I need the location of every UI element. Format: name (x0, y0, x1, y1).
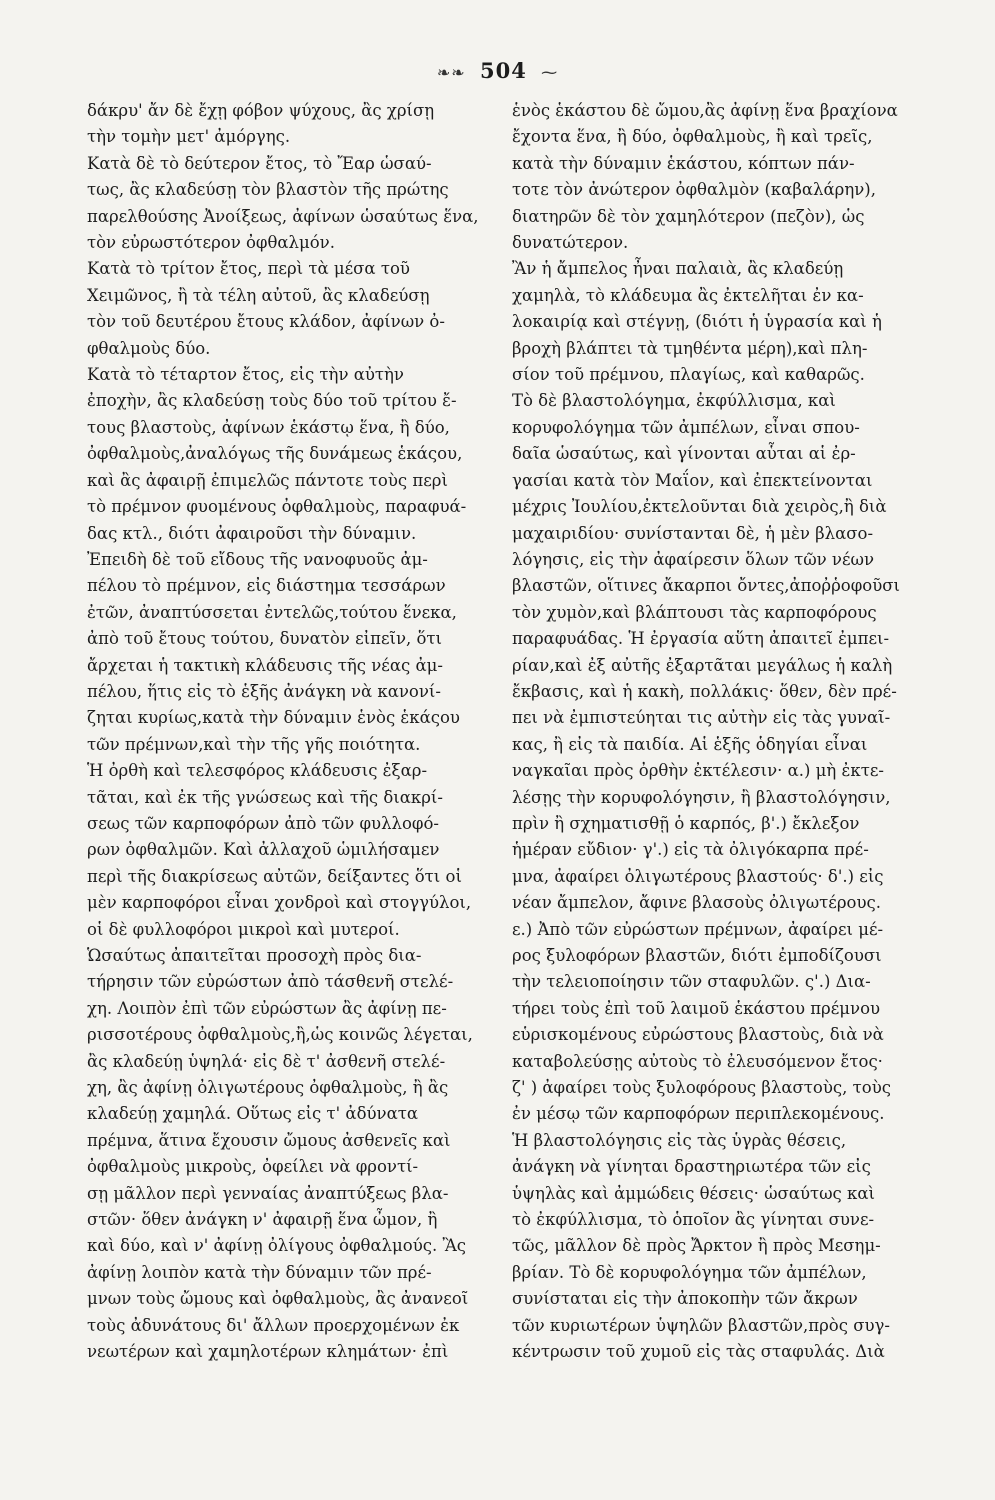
text-line: Ἂν ἡ ἄμπελος ἦναι παλαιὰ, ἂς κλαδεύῃ (512, 259, 844, 279)
text-line: παρελθούσης Ἀνοίξεως, ἀφίνων ὡσαύτως ἕνα, (87, 206, 479, 226)
text-line: ἄρχεται ἡ τακτικὴ κλάδευσις τῆς νέας ἀμ- (87, 655, 443, 675)
text-line: χη, ἂς ἀφίνῃ ὀλιγωτέρους ὀφθαλμοὺς, ἢ ἂς (87, 1078, 449, 1098)
text-line: καὶ δύο, καὶ ν' ἀφίνῃ ὀλίγους ὀφθαλμούς. Ἂς (87, 1236, 467, 1256)
text-line: παραφυάδας. Ἡ ἐργασία αὕτη ἀπαιτεῖ ἐμπει- (512, 629, 890, 649)
text-line: βλαστῶν, οἵτινες ἄκαρποι ὄντες,ἀποῤῥοφοῦσι (512, 576, 900, 596)
text-line: τως, ἂς κλαδεύσῃ τὸν βλαστὸν τῆς πρώτης (87, 180, 449, 200)
text-line: στῶν· ὅθεν ἀνάγκη ν' ἀφαιρῇ ἕνα ὦμον, ἢ (87, 1210, 438, 1230)
text-line: τῶν πρέμνων,καὶ τὴν τῆς γῆς ποιότητα. (87, 734, 421, 754)
text-line: δάκρυ' ἄν δὲ ἔχῃ φόβον ψύχους, ἂς χρίσῃ (87, 101, 435, 120)
text-line: τῶν κυριωτέρων ὑψηλῶν βλαστῶν,πρὸς συγ- (512, 1315, 890, 1335)
text-line: τὸν τοῦ δευτέρου ἔτους κλάδον, ἀφίνων ὀ- (87, 312, 445, 332)
text-line: κέντρωσιν τοῦ χυμοῦ εἰς τὰς σταφυλάς. Διὰ (512, 1342, 885, 1362)
text-line: τὸ ἐκφύλλισμα, τὸ ὁποῖον ἂς γίνηται συνε- (512, 1210, 875, 1230)
text-line: Χειμῶνος, ἢ τὰ τέλη αὐτοῦ, ἂς κλαδεύσῃ (87, 285, 430, 305)
ornament-left: ❧❧ (436, 63, 466, 82)
text-line: πει νὰ ἐμπιστεύηται τις αὐτὴν εἰς τὰς γυναῖ- (512, 708, 891, 728)
text-line: λέσῃς τὴν κορυφολόγησιν, ἢ βλαστολόγησιν, (512, 787, 891, 807)
text-line: συνίσταται εἰς τὴν ἀποκοπὴν τῶν ἄκρων (512, 1289, 858, 1309)
text-line: τὸν εὐρωστότερον ὀφθαλμόν. (87, 233, 335, 253)
text-line: πέλου, ἥτις εἰς τὸ ἑξῆς ἀνάγκη νὰ κανονί- (87, 681, 441, 701)
text-line: Ἐπειδὴ δὲ τοῦ εἴδους τῆς νανοφυοῦς ἀμ- (87, 549, 428, 569)
text-line: ἑνὸς ἑκάστου δὲ ὤμου,ἂς ἀφίνῃ ἕνα βραχίονα (512, 101, 898, 120)
text-line: τοὺς ἀδυνάτους δι' ἄλλων προερχομένων ἐκ (87, 1315, 460, 1335)
text-line: καὶ ἂς ἀφαιρῇ ἐπιμελῶς πάντοτε τοὺς περὶ (87, 470, 448, 490)
text-line: τὴν τομὴν μετ' ἀμόργης. (87, 127, 291, 147)
text-line: ζ' ) ἀφαίρει τοὺς ξυλοφόρους βλαστοὺς, τοὺς (512, 1078, 891, 1098)
text-line: εὑρισκομένους εὐρώστους βλαστοὺς, διὰ νὰ (512, 1025, 884, 1045)
text-line: καταβολεύσῃς αὐτοὺς τὸ ἐλευσόμενον ἔτος· (512, 1051, 883, 1071)
text-line: ἐτῶν, ἀναπτύσσεται ἐντελῶς,τούτου ἕνεκα, (87, 602, 457, 622)
text-line: πρὶν ἢ σχηματισθῇ ὁ καρπός, β'.) ἔκλεξον (512, 813, 860, 833)
text-line: πέλου τὸ πρέμνον, εἰς διάστημα τεσσάρων (87, 576, 446, 596)
text-line: ὀφθαλμοὺς μικροὺς, ὀφείλει νὰ φροντί- (87, 1157, 419, 1177)
text-line: τοτε τὸν ἀνώτερον ὀφθαλμὸν (καβαλάρην), (512, 180, 876, 200)
text-line: τήρει τοὺς ἐπὶ τοῦ λαιμοῦ ἑκάστου πρέμνου (512, 998, 881, 1018)
text-line: ἐν μέσῳ τῶν καρποφόρων περιπλεκομένους. (512, 1104, 885, 1124)
text-line: ρίαν,καὶ ἐξ αὐτῆς ἐξαρτᾶται μεγάλως ἡ καλὴ (512, 655, 893, 675)
text-line: διατηρῶν δὲ τὸν χαμηλότερον (πεζὸν), ὡς (512, 206, 865, 226)
text-line: κατὰ τὴν δύναμιν ἑκάστου, κόπτων πάν- (512, 153, 855, 173)
text-line: δυνατώτερον. (512, 233, 629, 253)
text-line: κας, ἢ εἰς τὰ παιδία. Αἱ ἑξῆς ὁδηγίαι εἶναι (512, 734, 868, 754)
text-line: νέαν ἄμπελον, ἄφινε βλασοὺς ὀλιγωτέρους. (512, 893, 882, 913)
text-line: χη. Λοιπὸν ἐπὶ τῶν εὐρώστων ἂς ἀφίνῃ πε- (87, 998, 447, 1018)
text-line: κορυφολόγημα τῶν ἀμπέλων, εἶναι σπου- (512, 417, 860, 437)
text-line: λόγησις, εἰς τὴν ἀφαίρεσιν ὅλων τῶν νέων (512, 549, 875, 569)
text-line: ζηται κυρίως,κατὰ τὴν δύναμιν ἑνὸς ἑκάςου (87, 708, 460, 728)
text-line: ἔκβασις, καὶ ἡ κακὴ, πολλάκις· ὅθεν, δὲν πρέ- (512, 681, 897, 701)
text-line: Ἡ ὀρθὴ καὶ τελεσφόρος κλάδευσις ἐξαρ- (87, 761, 428, 781)
text-line: βροχὴ βλάπτει τὰ τμηθέντα μέρη),καὶ πλη- (512, 338, 868, 358)
text-line: ἡμέραν εὔδιον· γ'.) εἰς τὰ ὀλιγόκαρπα πρέ- (512, 840, 869, 860)
text-line: περὶ τῆς διακρίσεως αὐτῶν, δείξαντες ὅτι οἱ (87, 866, 462, 886)
text-line: κλαδεύῃ χαμηλά. Οὕτως εἰς τ' ἀδύνατα (87, 1104, 418, 1124)
text-line: ναγκαῖαι πρὸς ὀρθὴν ἐκτέλεσιν· α.) μὴ ἐκτε- (512, 761, 884, 781)
page-number: 504 (479, 58, 527, 83)
text-line: ὀφθαλμοὺς,ἀναλόγως τῆς δυνάμεως ἑκάςου, (87, 444, 463, 464)
text-line: λοκαιρίᾳ καὶ στέγνῃ, (διότι ἡ ὑγρασία καὶ ἡ (512, 312, 882, 332)
text-line: τὴν τελειοποίησιν τῶν σταφυλῶν. ς'.) Δια- (512, 972, 871, 992)
text-line: ὑψηλὰς καὶ ἀμμώδεις θέσεις· ὡσαύτως καὶ (512, 1183, 875, 1203)
text-line: ἀνάγκη νὰ γίνηται δραστηριωτέρα τῶν εἰς (512, 1157, 871, 1177)
text-line: μνων τοὺς ὤμους καὶ ὀφθαλμοὺς, ἂς ἀνανεοῖ (87, 1289, 469, 1309)
text-line: πρέμνα, ἅτινα ἔχουσιν ὤμους ἀσθενεῖς καὶ (87, 1130, 451, 1150)
text-line: γασίαι κατὰ τὸν Μαΐον, καὶ ἐπεκτείνονται (512, 470, 873, 490)
text-line: μαχαιριδίου· συνίστανται δὲ, ἡ μὲν βλασο- (512, 523, 874, 543)
page-header (0, 58, 995, 83)
text-line: ἀπὸ τοῦ ἔτους τούτου, δυνατὸν εἰπεῖν, ὅτι (87, 629, 443, 649)
text-line: ἂς κλαδεύῃ ὑψηλά· εἰς δὲ τ' ἀσθενῆ στελέ- (87, 1051, 446, 1071)
text-line: μνα, ἀφαίρει ὀλιγωτέρους βλαστούς· δ'.) εἰς (512, 866, 884, 886)
text-line: ρισσοτέρους ὀφθαλμοὺς,ἢ,ὡς κοινῶς λέγεται, (87, 1025, 473, 1045)
left-column (87, 98, 487, 1366)
text-line: μὲν καρποφόροι εἶναι χονδροὶ καὶ στογγύλοι, (87, 893, 472, 913)
text-line: τᾶται, καὶ ἐκ τῆς γνώσεως καὶ τῆς διακρί- (87, 787, 443, 807)
text-line: Ἡ βλαστολόγησις εἰς τὰς ὑγρὰς θέσεις, (512, 1130, 847, 1150)
right-column (512, 98, 912, 1366)
text-line: τους βλαστοὺς, ἀφίνων ἑκάστῳ ἕνα, ἢ δύο, (87, 417, 450, 437)
text-line: Ὡσαύτως ἀπαιτεῖται προσοχὴ πρὸς δια- (87, 946, 422, 965)
text-line: σεως τῶν καρποφόρων ἀπὸ τῶν φυλλοφό- (87, 813, 439, 833)
text-line: ε.) Ἀπὸ τῶν εὐρώστων πρέμνων, ἀφαίρει μέ- (512, 919, 884, 939)
text-line: ρων ὀφθαλμῶν. Καὶ ἀλλαχοῦ ὡμιλήσαμεν (87, 840, 440, 860)
text-line: μέχρις Ἰουλίου,ἐκτελοῦνται διὰ χειρὸς,ἢ διὰ (512, 497, 887, 517)
text-line: δας κτλ., διότι ἀφαιροῦσι τὴν δύναμιν. (87, 523, 417, 543)
text-line: τήρησιν τῶν εὐρώστων ἀπὸ τάσθενῆ στελέ- (87, 972, 454, 992)
ornament-right: ⁓ (541, 63, 559, 82)
text-line: βρίαν. Τὸ δὲ κορυφολόγημα τῶν ἀμπέλων, (512, 1262, 867, 1282)
text-line: τὸν χυμὸν,καὶ βλάπτουσι τὰς καρποφόρους (512, 602, 877, 622)
text-line: Κατὰ τὸ τρίτον ἔτος, περὶ τὰ μέσα τοῦ (87, 259, 410, 279)
text-line: Κατὰ τὸ τέταρτον ἔτος, εἰς τὴν αὐτὴν (87, 365, 404, 385)
text-line: ἔχοντα ἕνα, ἢ δύο, ὀφθαλμοὺς, ἢ καὶ τρεῖς, (512, 127, 873, 147)
text-line: φθαλμοὺς δύο. (87, 338, 211, 358)
text-line: ἐποχὴν, ἂς κλαδεύσῃ τοὺς δύο τοῦ τρίτου ἔ- (87, 391, 457, 411)
text-line: σίον τοῦ πρέμνου, πλαγίως, καὶ καθαρῶς. (512, 365, 865, 385)
text-line: ρος ξυλοφόρων βλαστῶν, διότι ἐμποδίζουσι (512, 946, 882, 965)
text-line: δαῖα ὡσαύτως, καὶ γίνονται αὗται αἱ ἐρ- (512, 444, 856, 464)
text-line: νεωτέρων καὶ χαμηλοτέρων κλημάτων· ἐπὶ (87, 1342, 449, 1362)
text-line: ἀφίνῃ λοιπὸν κατὰ τὴν δύναμιν τῶν πρέ- (87, 1262, 432, 1282)
text-line: χαμηλὰ, τὸ κλάδευμα ἂς ἐκτελῆται ἐν κα- (512, 285, 864, 305)
text-line: Τὸ δὲ βλαστολόγημα, ἐκφύλλισμα, καὶ (512, 391, 836, 411)
text-line: τὸ πρέμνον φυομένους ὀφθαλμοὺς, παραφυά- (87, 497, 467, 517)
text-line: Κατὰ δὲ τὸ δεύτερον ἔτος, τὸ Ἔαρ ὡσαύ- (87, 153, 432, 173)
text-line: τῶς, μᾶλλον δὲ πρὸς Ἄρκτον ἢ πρὸς Μεσημ- (512, 1236, 881, 1256)
text-line: σῃ μᾶλλον περὶ γενναίας ἀναπτύξεως βλα- (87, 1183, 449, 1203)
text-line: οἱ δὲ φυλλοφόροι μικροὶ καὶ μυτεροί. (87, 919, 400, 939)
